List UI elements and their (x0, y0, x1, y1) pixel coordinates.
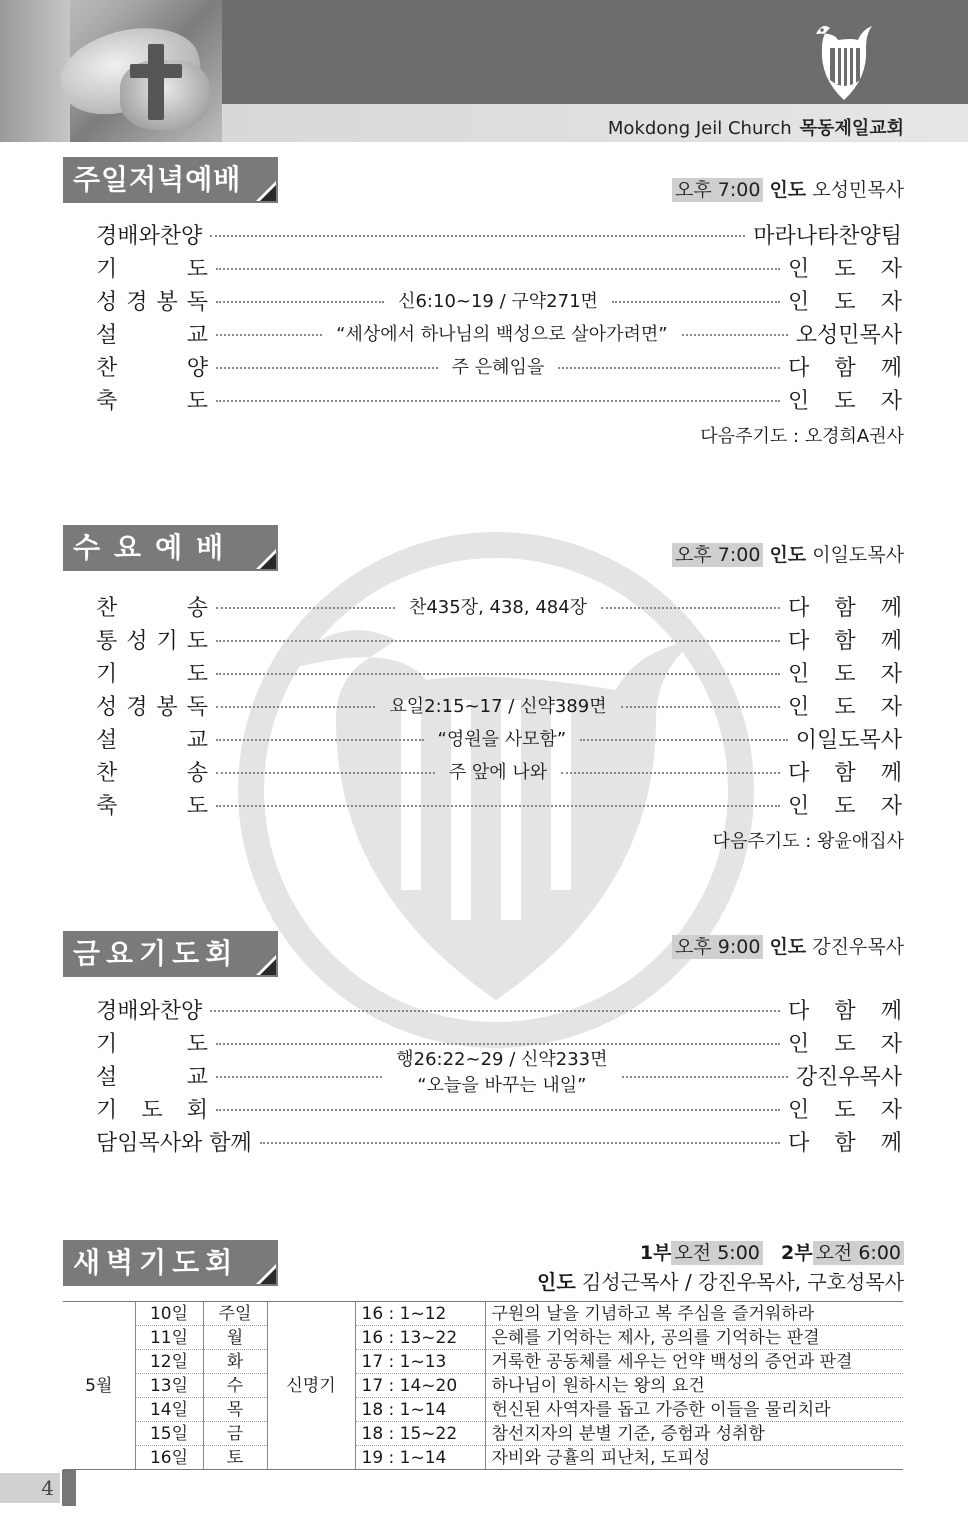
church-name-ko: 목동제일교회 (799, 118, 904, 139)
scripture-reading: 요일2:15~17 / 신약389면 (389, 696, 607, 717)
order-row: 축 도 인 도 자 (96, 388, 902, 414)
section-title-friday: 금요기도회 (63, 931, 278, 977)
section-title-dawn: 새벽기도회 (63, 1240, 278, 1286)
section-title-wednesday: 수요예배 (63, 525, 278, 571)
order-row: 기 도 인 도 자 (96, 256, 902, 282)
table-row: 11일 월 16 : 13~22 은혜를 기억하는 제사, 공의를 기억하는 판결 (63, 1326, 903, 1350)
sermon-title: “세상에서 하나님의 백성으로 살아가려면” (336, 324, 668, 345)
church-name (608, 114, 904, 140)
sunday-evening-time-info: 오후 7:00 인도 오성민목사 (672, 175, 904, 202)
order-row: 찬 송 주 앞에 나와 다 함 께 (96, 756, 902, 786)
order-row: 기 도 회 인 도 자 (96, 1097, 902, 1123)
book-cell: 신명기 (267, 1302, 355, 1470)
sunday-evening-time: 오후 7:00 (672, 178, 763, 202)
order-row: 성 경 봉 독 요일2:15~17 / 신약389면 인 도 자 (96, 690, 902, 720)
order-row: 설 교 “영원을 사모함” 이일도목사 (96, 723, 902, 753)
order-row: 설 교 행26:22~29 / 신약233면 “오늘을 바꾸는 내일” 강진우목사 (96, 1060, 902, 1090)
wednesday-leader: 이일도목사 (812, 544, 904, 566)
cross-icon (148, 44, 164, 120)
order-row: 경배와찬양 마라나타찬양팀 (96, 223, 902, 249)
sunday-evening-leader: 오성민목사 (812, 179, 904, 201)
page-number: 4 (0, 1473, 60, 1503)
order-row: 경배와찬양 다 함 께 (96, 998, 902, 1024)
order-row: 찬 송 찬435장, 438, 484장 다 함 께 (96, 591, 902, 621)
scripture-reading: 신6:10~19 / 구약271면 (398, 291, 598, 312)
section-title-sunday-evening: 주일저녁예배 (63, 157, 278, 203)
order-row: 통 성 기 도 다 함 께 (96, 628, 902, 654)
table-row: 15일 금 18 : 15~22 참선지자의 분별 기준, 증험과 성취함 (63, 1422, 903, 1446)
scripture-reading: 행26:22~29 / 신약233면 (396, 1049, 608, 1070)
page-number-bar (62, 1470, 76, 1506)
order-row: 찬 양 주 은혜임을 다 함 께 (96, 351, 902, 381)
dawn-leaders: 인도 김성근목사 / 강진우목사, 구호성목사 (537, 1270, 904, 1294)
table-row: 5월 10일 주일 신명기 16 : 1~12 구원의 날을 기념하고 복 주심을 즐거워하라 (63, 1302, 903, 1326)
friday-leader: 강진우목사 (812, 936, 904, 958)
wednesday-time: 오후 7:00 (672, 543, 763, 567)
table-row: 16일 토 19 : 1~14 자비와 긍휼의 피난처, 도피성 (63, 1446, 903, 1470)
table-row: 14일 목 18 : 1~14 헌신된 사역자를 돕고 가증한 이들을 물리치라 (63, 1398, 903, 1422)
hymn-numbers: 찬435장, 438, 484장 (408, 597, 588, 618)
sermon-title: “영원을 사모함” (437, 729, 567, 750)
order-row: 설 교 “세상에서 하나님의 백성으로 살아가려면” 오성민목사 (96, 318, 902, 348)
friday-time: 오후 9:00 (672, 935, 763, 959)
header-photo-praying-hands (0, 0, 222, 142)
next-prayer: 다음주기도 : 왕윤애집사 (712, 831, 904, 852)
order-row: 담임목사와 함께 다 함 께 (96, 1130, 902, 1156)
table-row: 13일 수 17 : 14~20 하나님이 원하시는 왕의 요건 (63, 1374, 903, 1398)
table-row: 12일 화 17 : 1~13 거룩한 공동체를 세우는 언약 백성의 증언과 판결 (63, 1350, 903, 1374)
dawn-schedule-table (63, 1301, 903, 1470)
order-row: 기 도 인 도 자 (96, 1031, 902, 1057)
sermon-title: “오늘을 바꾸는 내일” (417, 1075, 587, 1096)
order-row: 성 경 봉 독 신6:10~19 / 구약271면 인 도 자 (96, 285, 902, 315)
friday-time-info: 오후 9:00 인도 강진우목사 (672, 932, 904, 959)
next-prayer: 다음주기도 : 오경희A권사 (700, 426, 904, 447)
month-cell: 5월 (63, 1302, 135, 1470)
lyre-dove-logo-icon (808, 18, 880, 104)
order-row: 축 도 인 도 자 (96, 793, 902, 819)
order-row: 기 도 인 도 자 (96, 661, 902, 687)
dawn-times: 1부 오전 5:00 2부 오전 6:00 (640, 1238, 904, 1265)
hymn-title: 주 은혜임을 (451, 357, 545, 378)
church-name-en: Mokdong Jeil Church (607, 118, 792, 139)
hymn-title: 주 앞에 나와 (448, 762, 548, 783)
wednesday-time-info: 오후 7:00 인도 이일도목사 (672, 540, 904, 567)
